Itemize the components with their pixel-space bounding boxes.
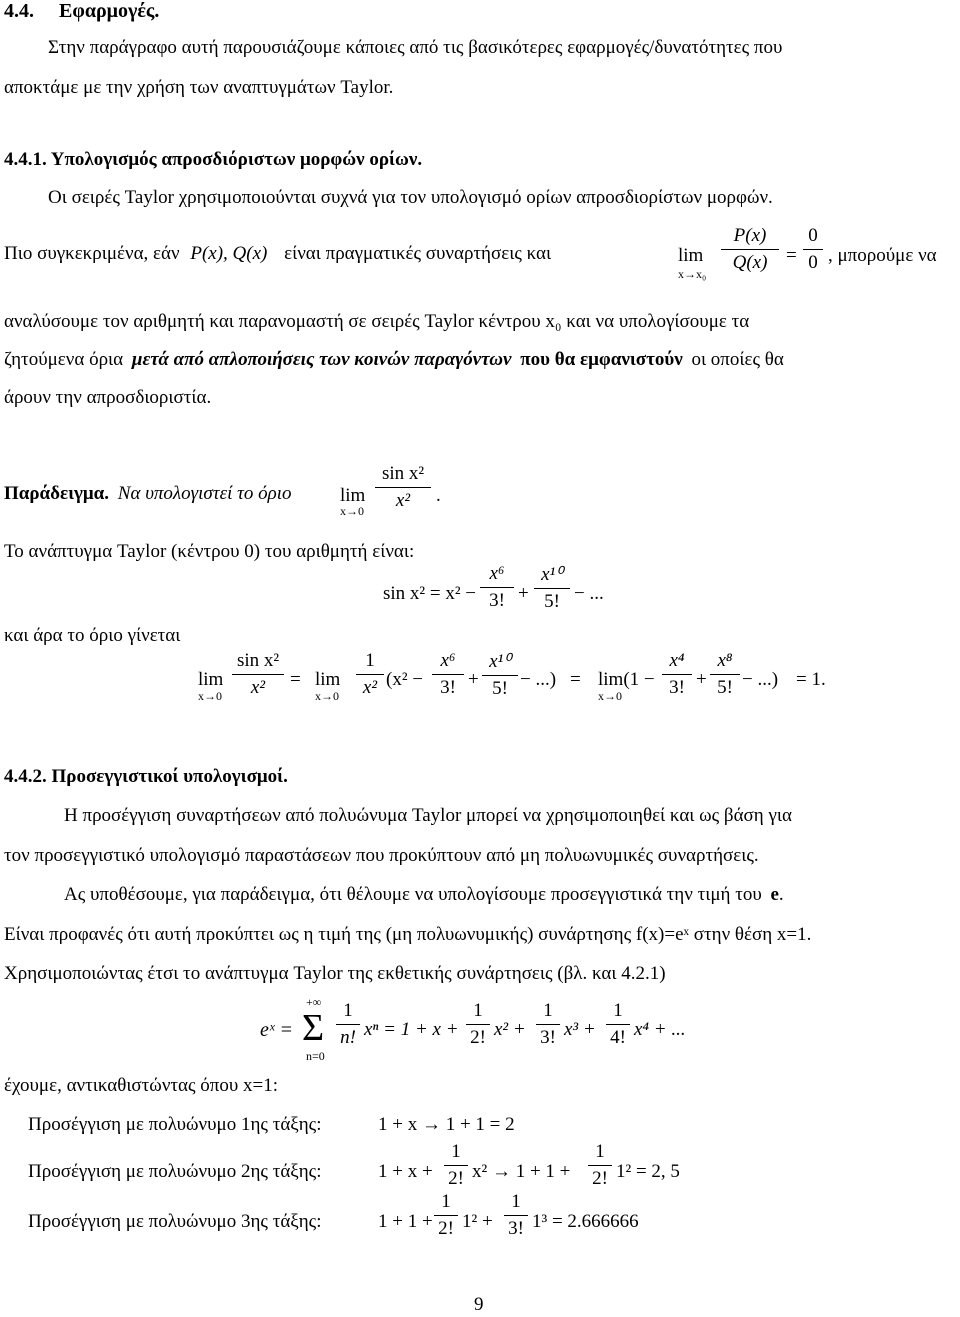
fraction-denominator: 3!: [669, 677, 685, 698]
paragraph-line: [4, 350, 784, 369]
term-x10-over-5fact: [534, 563, 570, 613]
series-middle: xⁿ = 1 + x +: [364, 1019, 459, 1040]
series-term: x² +: [494, 1019, 526, 1040]
paragraph-line: Το ανάπτυγμα Taylor (κέντρου 0) του αριθμητή είναι:: [4, 541, 415, 562]
fraction-denominator: 3!: [489, 590, 505, 611]
lim-subscript: x→0: [315, 689, 339, 703]
subsection-heading-4-4-1: 4.4.1. Υπολογισμός απροσδιόριστων μορφών ορίων.: [4, 149, 423, 170]
fraction-numerator: x⁴: [662, 650, 692, 675]
approx-3-label: Προσέγγιση με πολυώνυμο 3ης τάξης:: [28, 1211, 322, 1232]
fraction-sinx2-over-x2: [232, 650, 284, 699]
example-text: Να υπολογιστεί το όριο: [117, 483, 292, 504]
approx-2-post: 1² = 2, 5: [616, 1161, 680, 1182]
fraction-denominator: Q(x): [732, 252, 768, 273]
lim-word: lim: [315, 669, 341, 690]
period: .: [778, 884, 784, 905]
fraction-denominator: 2!: [448, 1168, 464, 1189]
paren-open: (x² −: [386, 669, 423, 690]
result: = 1.: [796, 669, 826, 690]
fraction-denominator: x²: [362, 677, 378, 698]
fraction-denominator: 3!: [440, 677, 456, 698]
functions-pq: P(x), Q(x): [190, 243, 268, 264]
approx-2-pre: 1 + x +: [378, 1161, 433, 1182]
fraction-numerator: x¹⁰: [534, 563, 570, 589]
text-segment: Ας υποθέσουμε, για παράδειγμα, ότι θέλουμε να υπολογίσουμε προσεγγιστικά την τιμή του: [64, 884, 762, 905]
plus-sign: +: [468, 669, 479, 690]
fraction-numerator: 1: [434, 1191, 458, 1216]
lim-subscript: x→0: [198, 689, 222, 703]
term-x6-over-3fact: [480, 563, 514, 612]
equals-sign: =: [786, 245, 797, 266]
fraction-1-over-2fact: [444, 1141, 468, 1190]
fraction-denominator: 5!: [717, 677, 733, 698]
approx-2-mid: x² → 1 + 1 +: [472, 1161, 571, 1182]
example-label: Παράδειγμα.: [4, 483, 110, 504]
fraction-numerator: x⁶: [480, 563, 514, 588]
text-segment: είναι πραγματικές συναρτήσεις και: [284, 243, 552, 264]
fraction-numerator: 1: [356, 650, 384, 675]
paragraph-line: έχουμε, αντικαθιστώντας όπου x=1:: [4, 1075, 279, 1096]
paragraph-line: αναλύσουμε τον αριθμητή και παρανομαστή σε σειρές Taylor κέντρου x₀ και να υπολογίσουμε τα: [4, 311, 750, 332]
paragraph-line: άρουν την απροσδιοριστία.: [4, 387, 212, 408]
term-x8-over-5fact: [710, 650, 740, 699]
fraction-1-over-x2: [356, 650, 384, 699]
plus-sign: +: [696, 669, 707, 690]
series-lhs: eˣ =: [260, 1019, 294, 1041]
paragraph-line: [4, 244, 551, 263]
paragraph-line: [64, 885, 784, 904]
example-line: [4, 484, 292, 503]
paragraph-line: Είναι προφανές ότι αυτή προκύπτει ως η τιμή της (μη πολυωνυμικής) συνάρτησης f(x)=eˣ στην θέση x=1.: [4, 924, 812, 945]
fraction-numerator: 1: [466, 1000, 490, 1025]
series-term: x⁴ + ...: [634, 1019, 686, 1040]
page-number: 9: [474, 1294, 484, 1315]
section-title: Εφαρμογές.: [59, 0, 160, 22]
constant-e: e: [770, 884, 779, 905]
fraction-numerator: P(x): [721, 225, 779, 250]
approx-3-pre: 1 + 1 +: [378, 1211, 433, 1232]
fraction-1-over-3fact: [536, 1000, 560, 1049]
fraction-denominator: 2!: [592, 1168, 608, 1189]
fraction-denominator: 3!: [540, 1027, 556, 1048]
intro-line-2: αποκτάμε με την χρήση των αναπτυγμάτων Taylor.: [4, 77, 394, 98]
fraction-1-over-3fact: [504, 1191, 528, 1240]
equals-sign: =: [290, 669, 301, 690]
fraction-numerator: sin x²: [232, 650, 284, 675]
fraction-1-over-nfact: [336, 1000, 360, 1049]
series-term: x³ +: [564, 1019, 596, 1040]
fraction-numerator: 1: [588, 1141, 612, 1166]
sum-symbol: Σ: [302, 1007, 325, 1049]
paragraph-line: τον προσεγγιστικό υπολογισμό παραστάσεων που προκύπτουν από μη πολυωνυμικές συναρτήσεις.: [4, 845, 759, 866]
section-heading-4-4: [4, 1, 159, 21]
lim-word: lim: [678, 245, 704, 266]
lim-paren-open: lim(1 −: [598, 669, 655, 690]
fraction-denominator: x²: [250, 677, 266, 698]
fraction-denominator: x²: [395, 490, 411, 511]
approx-1-expression: 1 + x → 1 + 1 = 2: [378, 1114, 515, 1135]
expansion-lhs: sin x² = x² −: [383, 583, 476, 604]
lim-word: lim: [340, 485, 366, 506]
fraction-denominator: 0: [808, 252, 818, 273]
approx-2-label: Προσέγγιση με πολυώνυμο 2ης τάξης:: [28, 1161, 322, 1182]
approx-3-post: 1³ = 2.666666: [532, 1211, 639, 1232]
sum-upper-limit: +∞: [306, 995, 322, 1009]
lim-subscript: x→0: [598, 689, 622, 703]
fraction-sinx2-over-x2: [375, 463, 431, 512]
text-segment: οι οποίες θα: [691, 349, 784, 370]
fraction-denominator: 4!: [610, 1027, 626, 1048]
fraction-numerator: sin x²: [375, 463, 431, 488]
lim-subscript: x→x₀: [678, 267, 707, 281]
fraction-numerator: 1: [444, 1141, 468, 1166]
subsection-heading-4-4-2: 4.4.2. Προσεγγιστικοί υπολογισμοί.: [4, 766, 288, 787]
fraction-zero-over-zero: [803, 225, 823, 274]
term-x4-over-3fact: [662, 650, 692, 699]
emphasis-italic: μετά από απλοποιήσεις των κοινών παραγόντων: [131, 349, 512, 370]
fraction-numerator: 1: [606, 1000, 630, 1025]
fraction-numerator: 0: [803, 225, 823, 250]
equals-sign: =: [570, 669, 581, 690]
fraction-denominator: 5!: [492, 678, 508, 699]
paragraph-line: και άρα το όριο γίνεται: [4, 625, 181, 646]
text-segment: ζητούμενα όρια: [4, 349, 124, 370]
text-segment: , μπορούμε να: [828, 245, 937, 266]
fraction-1-over-2fact: [588, 1141, 612, 1190]
emphasis-bold: που θα εμφανιστούν: [520, 349, 683, 370]
text-segment: Πιο συγκεκριμένα, εάν: [4, 243, 180, 264]
minus-dots: − ...: [574, 583, 604, 604]
fraction-1-over-4fact: [606, 1000, 630, 1049]
fraction-numerator: 1: [536, 1000, 560, 1025]
fraction-denominator: 3!: [508, 1218, 524, 1239]
fraction-numerator: 1: [504, 1191, 528, 1216]
term-x6-over-3fact: [432, 650, 464, 699]
paragraph-line: Η προσέγγιση συναρτήσεων από πολυώνυμα Taylor μπορεί να χρησιμοποιηθεί και ως βάση για: [64, 805, 792, 826]
fraction-p-over-q: [721, 225, 779, 274]
approx-3-mid: 1² +: [462, 1211, 493, 1232]
fraction-1-over-2fact: [466, 1000, 490, 1049]
fraction-numerator: x⁶: [432, 650, 464, 675]
fraction-numerator: 1: [336, 1000, 360, 1025]
fraction-denominator: 5!: [544, 591, 560, 612]
intro-line-1: Στην παράγραφο αυτή παρουσιάζουμε κάποιες από τις βασικότερες εφαρμογές/δυνατότητες που: [48, 37, 783, 58]
period: .: [436, 485, 441, 506]
fraction-denominator: 2!: [438, 1218, 454, 1239]
approx-1-label: Προσέγγιση με πολυώνυμο 1ης τάξης:: [28, 1114, 322, 1135]
paragraph-line: Οι σειρές Taylor χρησιμοποιούνται συχνά για τον υπολογισμό ορίων απροσδιορίστων μορφών.: [48, 187, 773, 208]
fraction-denominator: n!: [340, 1027, 356, 1048]
term-x10-over-5fact: [482, 650, 518, 700]
sum-lower-limit: n=0: [306, 1049, 325, 1063]
paren-close: − ...): [520, 669, 557, 690]
section-number: 4.4.: [4, 0, 34, 22]
paragraph-line: Χρησιμοποιώντας έτσι το ανάπτυγμα Taylor της εκθετικής συνάρτησεις (βλ. και 4.2.1): [4, 963, 666, 984]
paren-close: − ...): [742, 669, 779, 690]
lim-subscript: x→0: [340, 504, 364, 518]
fraction-numerator: x¹⁰: [482, 650, 518, 676]
plus-sign: +: [518, 583, 529, 604]
lim-word: lim: [198, 669, 224, 690]
fraction-numerator: x⁸: [710, 650, 740, 675]
fraction-denominator: 2!: [470, 1027, 486, 1048]
fraction-1-over-2fact: [434, 1191, 458, 1240]
